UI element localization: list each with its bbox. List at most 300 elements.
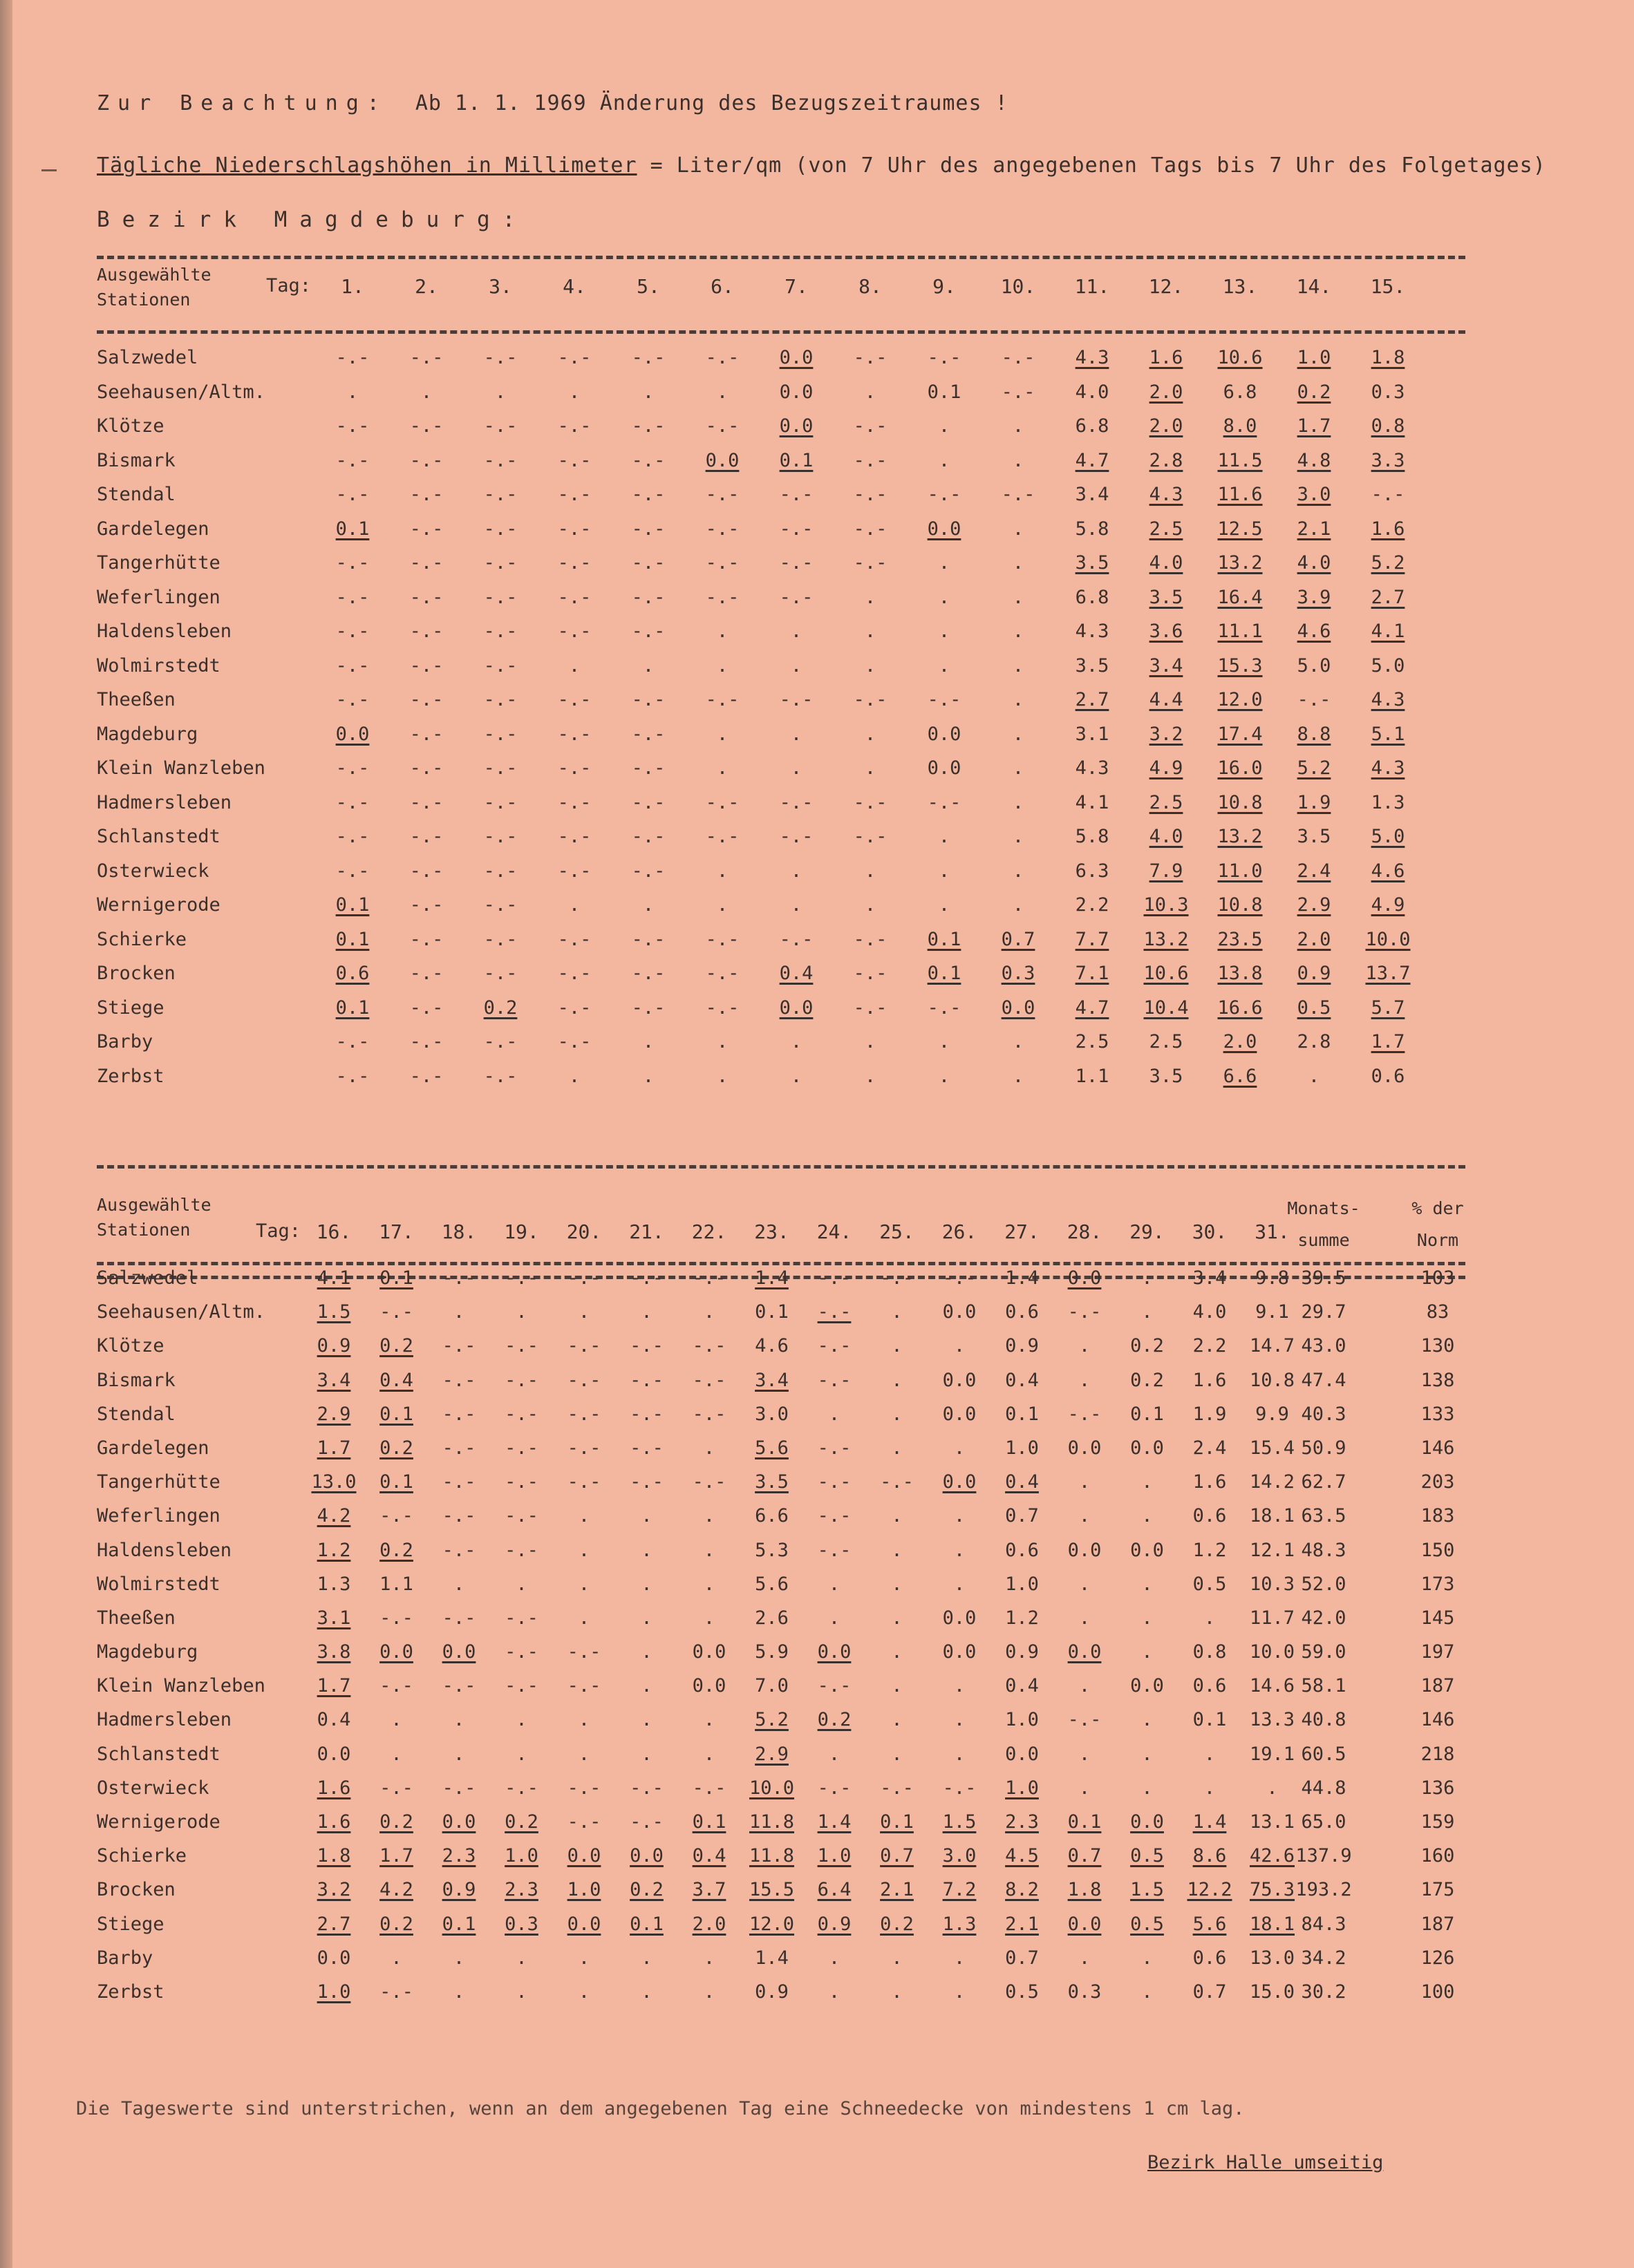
paper-edge: [0, 0, 12, 2268]
value-cell: -.-: [557, 963, 592, 984]
table-row: [97, 415, 1472, 450]
header-day: 14.: [1296, 275, 1332, 298]
value-cell: 0.0: [567, 1845, 601, 1867]
value-cell: .: [864, 757, 876, 779]
value-cell: -.-: [567, 1335, 601, 1357]
value-cell: 0.0: [1067, 1539, 1102, 1561]
value-cell: 4.3: [1075, 757, 1109, 779]
value-cell: .: [864, 860, 876, 882]
value-cell: 0.1: [1130, 1403, 1164, 1425]
value-cell: .: [790, 894, 802, 916]
value-cell: .: [828, 1403, 841, 1425]
norm-percent-cell: 187: [1420, 1913, 1455, 1935]
monthly-sum-cell: 39.5: [1301, 1267, 1346, 1289]
value-cell: .: [891, 1641, 903, 1663]
value-cell: 10.3: [1249, 1573, 1295, 1595]
value-cell: 1.7: [1297, 415, 1331, 437]
value-cell: 4.9: [1149, 757, 1183, 779]
value-cell: -.-: [442, 1267, 476, 1289]
station-name: Stiege: [97, 1913, 165, 1935]
value-cell: 5.0: [1371, 654, 1405, 677]
table-row: [97, 1879, 1472, 1913]
value-cell: 0.2: [483, 996, 518, 1019]
value-cell: 1.4: [755, 1947, 789, 1969]
table-second-half: [97, 1193, 1472, 2015]
value-cell: -.-: [1001, 484, 1035, 505]
station-name: Stendal: [97, 1403, 176, 1425]
value-cell: -.-: [692, 1369, 726, 1391]
value-cell: 0.0: [1067, 1267, 1102, 1289]
value-cell: 7.2: [942, 1879, 977, 1901]
value-cell: -.-: [335, 586, 370, 608]
value-cell: 4.0: [1149, 826, 1183, 847]
value-cell: .: [516, 1981, 527, 2003]
value-cell: 1.0: [317, 1981, 351, 2003]
value-cell: -.-: [483, 654, 518, 677]
footer-reference: Bezirk Halle umseitig: [1147, 2152, 1384, 2173]
value-cell: .: [891, 1369, 903, 1391]
value-cell: 2.0: [1297, 928, 1331, 950]
value-cell: -.-: [335, 484, 370, 505]
monthly-sum-cell: 58.1: [1301, 1675, 1346, 1697]
value-cell: -.-: [631, 621, 666, 642]
value-cell: 1.4: [755, 1267, 789, 1289]
value-cell: 11.8: [749, 1811, 795, 1833]
table-row: [97, 724, 1472, 758]
value-cell: -.-: [927, 689, 961, 710]
table-row: [97, 655, 1472, 690]
value-cell: .: [953, 1335, 966, 1357]
value-cell: 0.4: [692, 1845, 726, 1867]
station-name: Hadmersleben: [97, 1709, 232, 1731]
value-cell: 12.2: [1187, 1879, 1232, 1901]
value-cell: -.-: [853, 518, 888, 540]
value-cell: -.-: [379, 1777, 413, 1799]
value-cell: .: [1078, 1607, 1091, 1629]
value-cell: -.-: [630, 1403, 664, 1425]
value-cell: .: [1012, 1065, 1024, 1087]
value-cell: 15.0: [1249, 1981, 1295, 2003]
value-cell: 2.3: [442, 1845, 476, 1867]
value-cell: 0.2: [630, 1879, 664, 1901]
value-cell: 4.7: [1075, 449, 1109, 471]
value-cell: 5.2: [755, 1709, 789, 1731]
norm-percent-cell: 146: [1420, 1709, 1455, 1731]
value-cell: 11.6: [1217, 484, 1263, 505]
monthly-sum-cell: 42.0: [1301, 1607, 1346, 1629]
value-cell: .: [642, 1065, 655, 1087]
value-cell: -.-: [567, 1641, 601, 1663]
station-name: Wolmirstedt: [97, 654, 220, 677]
value-cell: .: [891, 1505, 903, 1527]
table-row: [97, 1404, 1472, 1437]
value-cell: 10.0: [749, 1777, 795, 1799]
value-cell: 4.3: [1371, 757, 1405, 779]
value-cell: 0.1: [1192, 1709, 1227, 1731]
table-row: [97, 1981, 1472, 2015]
monthly-sum-cell: 193.2: [1295, 1879, 1352, 1901]
value-cell: -.-: [409, 586, 444, 608]
value-cell: .: [641, 1981, 652, 2003]
norm-percent-cell: 138: [1420, 1369, 1455, 1391]
value-cell: .: [891, 1981, 903, 2003]
value-cell: .: [790, 1031, 802, 1052]
monthly-sum-cell: 62.7: [1301, 1471, 1346, 1493]
table-row: [97, 1437, 1472, 1471]
table-row: [97, 552, 1472, 587]
value-cell: .: [716, 894, 729, 916]
norm-percent-cell: 218: [1420, 1743, 1455, 1765]
value-cell: 0.0: [1067, 1913, 1102, 1935]
value-cell: 2.7: [1371, 586, 1405, 608]
value-cell: .: [516, 1301, 527, 1323]
value-cell: 6.8: [1075, 586, 1109, 608]
value-cell: 11.5: [1217, 449, 1263, 471]
station-name: Schlanstedt: [97, 1743, 220, 1765]
table-row: [97, 587, 1472, 621]
value-cell: 3.5: [1075, 552, 1109, 574]
value-cell: 13.8: [1217, 963, 1263, 984]
header-monthly-sum: Monats-: [1287, 1198, 1360, 1218]
value-cell: -.-: [705, 518, 740, 540]
value-cell: 0.9: [1005, 1335, 1039, 1357]
value-cell: 4.2: [379, 1879, 413, 1901]
table-row: [97, 1641, 1472, 1675]
value-cell: -.-: [335, 552, 370, 574]
station-name: Klein Wanzleben: [97, 757, 265, 779]
value-cell: .: [891, 1675, 903, 1697]
header-day: 4.: [563, 275, 586, 298]
value-cell: .: [578, 1539, 590, 1561]
value-cell: 0.4: [779, 963, 814, 984]
value-cell: .: [1141, 1301, 1153, 1323]
table-row: [97, 757, 1472, 792]
value-cell: 0.0: [335, 723, 370, 745]
value-cell: 11.0: [1217, 860, 1263, 882]
value-cell: -.-: [557, 484, 592, 505]
value-cell: -.-: [692, 1777, 726, 1799]
notice: [97, 91, 1008, 115]
value-cell: -.-: [409, 1031, 444, 1052]
table-row: [97, 792, 1472, 826]
value-cell: 15.3: [1217, 654, 1263, 677]
value-cell: .: [578, 1607, 590, 1629]
norm-percent-cell: 133: [1420, 1403, 1455, 1425]
value-cell: -.-: [483, 689, 518, 710]
value-cell: -.-: [409, 860, 444, 882]
value-cell: 14.7: [1249, 1335, 1295, 1357]
value-cell: -.-: [335, 415, 370, 437]
norm-percent-cell: 160: [1420, 1845, 1455, 1867]
value-cell: 5.8: [1075, 826, 1109, 847]
value-cell: -.-: [505, 1369, 538, 1391]
value-cell: -.-: [567, 1471, 601, 1493]
value-cell: 1.5: [1130, 1879, 1164, 1901]
value-cell: -.-: [567, 1437, 601, 1459]
value-cell: 2.0: [1149, 415, 1183, 437]
value-cell: 0.2: [379, 1437, 413, 1459]
value-cell: 0.0: [817, 1641, 852, 1663]
value-cell: -.-: [335, 860, 370, 882]
value-cell: -.-: [853, 826, 888, 847]
station-name: Barby: [97, 1947, 153, 1969]
value-cell: .: [938, 894, 950, 916]
value-cell: -.-: [853, 484, 888, 505]
station-name: Salzwedel: [97, 347, 198, 368]
monthly-sum-cell: 52.0: [1301, 1573, 1346, 1595]
value-cell: .: [891, 1301, 903, 1323]
value-cell: -.-: [705, 791, 740, 813]
value-cell: .: [1203, 1777, 1216, 1799]
value-cell: 0.2: [1130, 1369, 1164, 1391]
value-cell: .: [516, 1709, 527, 1731]
value-cell: 5.0: [1371, 826, 1405, 847]
value-cell: -.-: [779, 689, 814, 710]
value-cell: -.-: [1371, 484, 1405, 505]
value-cell: -.-: [567, 1403, 601, 1425]
value-cell: -.-: [631, 518, 666, 540]
value-cell: 11.7: [1249, 1607, 1295, 1629]
value-cell: -.-: [567, 1675, 601, 1697]
value-cell: 0.1: [630, 1913, 664, 1935]
value-cell: .: [641, 1743, 652, 1765]
value-cell: .: [864, 1065, 876, 1087]
value-cell: 0.1: [692, 1811, 726, 1833]
value-cell: -.-: [631, 963, 666, 984]
station-name: Barby: [97, 1031, 153, 1052]
value-cell: 13.7: [1365, 963, 1411, 984]
value-cell: 1.0: [1297, 347, 1331, 368]
value-cell: .: [453, 1947, 465, 1969]
value-cell: .: [641, 1641, 652, 1663]
value-cell: 10.0: [1365, 928, 1411, 950]
value-cell: -.-: [409, 518, 444, 540]
value-cell: 2.4: [1192, 1437, 1227, 1459]
value-cell: -.-: [505, 1641, 538, 1663]
value-cell: .: [1012, 757, 1024, 779]
value-cell: .: [891, 1947, 903, 1969]
station-name: Bismark: [97, 449, 176, 471]
value-cell: -.-: [335, 621, 370, 642]
value-cell: 1.0: [817, 1845, 852, 1867]
value-cell: 0.0: [1001, 996, 1035, 1019]
value-cell: -.-: [631, 689, 666, 710]
value-cell: 3.0: [1297, 484, 1331, 505]
value-cell: -.-: [335, 347, 370, 368]
table-row: [97, 1607, 1472, 1641]
value-cell: 0.0: [442, 1811, 476, 1833]
norm-percent-cell: 145: [1420, 1607, 1455, 1629]
value-cell: .: [1141, 1505, 1153, 1527]
value-cell: -.-: [705, 928, 740, 950]
value-cell: 0.7: [1005, 1505, 1039, 1527]
value-cell: .: [891, 1743, 903, 1765]
value-cell: -.-: [442, 1335, 476, 1357]
value-cell: .: [716, 654, 729, 677]
value-cell: 0.0: [1130, 1675, 1164, 1697]
value-cell: -.-: [705, 484, 740, 505]
monthly-sum-cell: 50.9: [1301, 1437, 1346, 1459]
value-cell: -.-: [631, 996, 666, 1019]
value-cell: 15.4: [1249, 1437, 1295, 1459]
table-row: [97, 1540, 1472, 1574]
value-cell: 1.6: [317, 1777, 351, 1799]
value-cell: .: [790, 1065, 802, 1087]
value-cell: 3.4: [1075, 484, 1109, 505]
value-cell: -.-: [557, 449, 592, 471]
value-cell: 19.1: [1249, 1743, 1295, 1765]
value-cell: .: [578, 1709, 590, 1731]
value-cell: -.-: [631, 791, 666, 813]
value-cell: .: [641, 1947, 652, 1969]
value-cell: 0.2: [379, 1539, 413, 1561]
value-cell: 4.0: [1297, 552, 1331, 574]
value-cell: -.-: [631, 415, 666, 437]
value-cell: 10.3: [1143, 894, 1189, 916]
value-cell: 4.5: [1005, 1845, 1039, 1867]
value-cell: 0.9: [317, 1335, 351, 1357]
value-cell: 3.9: [1297, 586, 1331, 608]
monthly-sum-cell: 60.5: [1301, 1743, 1346, 1765]
value-cell: .: [568, 381, 581, 403]
value-cell: 0.0: [927, 723, 961, 745]
value-cell: 2.9: [755, 1743, 789, 1765]
value-cell: 0.3: [505, 1913, 538, 1935]
value-cell: .: [938, 654, 950, 677]
value-cell: 10.6: [1143, 963, 1189, 984]
value-cell: 9.8: [1255, 1267, 1289, 1289]
station-name: Klötze: [97, 415, 165, 437]
value-cell: -.-: [630, 1335, 664, 1357]
value-cell: 10.8: [1217, 791, 1263, 813]
value-cell: 0.3: [1001, 963, 1035, 984]
value-cell: 0.2: [1297, 381, 1331, 403]
value-cell: .: [1078, 1675, 1091, 1697]
value-cell: 0.0: [942, 1641, 977, 1663]
value-cell: -.-: [505, 1267, 538, 1289]
subtitle-underlined: Tägliche Niederschlagshöhen in Millimeter: [97, 153, 637, 178]
value-cell: 3.7: [692, 1879, 726, 1901]
value-cell: .: [953, 1709, 966, 1731]
value-cell: 1.0: [567, 1879, 601, 1901]
header-day: 10.: [1000, 275, 1036, 298]
value-cell: .: [1078, 1471, 1091, 1493]
header-day: 27.: [1004, 1220, 1040, 1243]
value-cell: .: [494, 381, 507, 403]
value-cell: -.-: [631, 723, 666, 745]
header-day: 20.: [566, 1220, 602, 1243]
norm-percent-cell: 173: [1420, 1573, 1455, 1595]
value-cell: 0.9: [1005, 1641, 1039, 1663]
value-cell: 10.4: [1143, 996, 1189, 1019]
value-cell: .: [953, 1981, 966, 2003]
norm-percent-cell: 183: [1420, 1505, 1455, 1527]
value-cell: 1.6: [1192, 1471, 1227, 1493]
value-cell: .: [938, 1065, 950, 1087]
value-cell: .: [953, 1573, 966, 1595]
value-cell: 15.5: [749, 1879, 795, 1901]
table-row: [97, 1335, 1472, 1369]
value-cell: .: [642, 1031, 655, 1052]
value-cell: .: [578, 1505, 590, 1527]
value-cell: .: [891, 1335, 903, 1357]
value-cell: 1.9: [1297, 791, 1331, 813]
value-cell: 0.0: [1130, 1539, 1164, 1561]
value-cell: .: [953, 1743, 966, 1765]
value-cell: 0.0: [1005, 1743, 1039, 1765]
value-cell: -.-: [692, 1267, 726, 1289]
monthly-sum-cell: 47.4: [1301, 1369, 1346, 1391]
table-row: [97, 997, 1472, 1032]
value-cell: 0.9: [755, 1981, 789, 2003]
table-row: [97, 518, 1472, 553]
table-header-row: [97, 1193, 1472, 1267]
value-cell: .: [578, 1301, 590, 1323]
value-cell: -.-: [483, 1031, 518, 1052]
value-cell: 0.1: [1005, 1403, 1039, 1425]
value-cell: 0.6: [1192, 1675, 1227, 1697]
value-cell: .: [391, 1947, 402, 1969]
station-name: Schierke: [97, 928, 187, 950]
value-cell: 0.7: [1067, 1845, 1102, 1867]
value-cell: 2.4: [1297, 860, 1331, 882]
value-cell: .: [642, 894, 655, 916]
value-cell: 0.5: [1005, 1981, 1039, 2003]
value-cell: .: [516, 1947, 527, 1969]
value-cell: 8.0: [1223, 415, 1257, 437]
value-cell: -.-: [483, 415, 518, 437]
value-cell: 5.0: [1297, 654, 1331, 677]
value-cell: -.-: [483, 723, 518, 745]
value-cell: -.-: [880, 1471, 914, 1493]
value-cell: 0.1: [927, 928, 961, 950]
value-cell: 3.5: [755, 1471, 789, 1493]
value-cell: .: [1141, 1573, 1153, 1595]
value-cell: .: [1203, 1607, 1216, 1629]
value-cell: .: [420, 381, 433, 403]
value-cell: .: [716, 723, 729, 745]
value-cell: .: [891, 1403, 903, 1425]
value-cell: -.-: [379, 1607, 413, 1629]
value-cell: 2.8: [1297, 1031, 1331, 1052]
value-cell: -.-: [630, 1267, 664, 1289]
value-cell: .: [641, 1301, 652, 1323]
table-row: [97, 1031, 1472, 1066]
value-cell: 6.6: [1223, 1065, 1257, 1087]
value-cell: .: [453, 1981, 465, 2003]
value-cell: 0.0: [692, 1675, 726, 1697]
value-cell: 0.4: [1005, 1675, 1039, 1697]
norm-percent-cell: 150: [1420, 1539, 1455, 1561]
value-cell: 0.0: [1067, 1641, 1102, 1663]
value-cell: 0.9: [817, 1913, 852, 1935]
value-cell: -.-: [779, 484, 814, 505]
norm-percent-cell: 146: [1420, 1437, 1455, 1459]
value-cell: 17.4: [1217, 723, 1263, 745]
value-cell: 1.0: [1005, 1573, 1039, 1595]
value-cell: -.-: [505, 1607, 538, 1629]
table-row: [97, 1505, 1472, 1539]
value-cell: .: [828, 1573, 841, 1595]
value-cell: 13.2: [1217, 552, 1263, 574]
value-cell: 0.2: [1130, 1335, 1164, 1357]
value-cell: 3.0: [755, 1403, 789, 1425]
value-cell: .: [1141, 1709, 1153, 1731]
value-cell: 0.0: [692, 1641, 726, 1663]
value-cell: -.-: [505, 1505, 538, 1527]
value-cell: -.-: [630, 1811, 664, 1833]
header-norm-percent: Norm: [1416, 1230, 1459, 1250]
